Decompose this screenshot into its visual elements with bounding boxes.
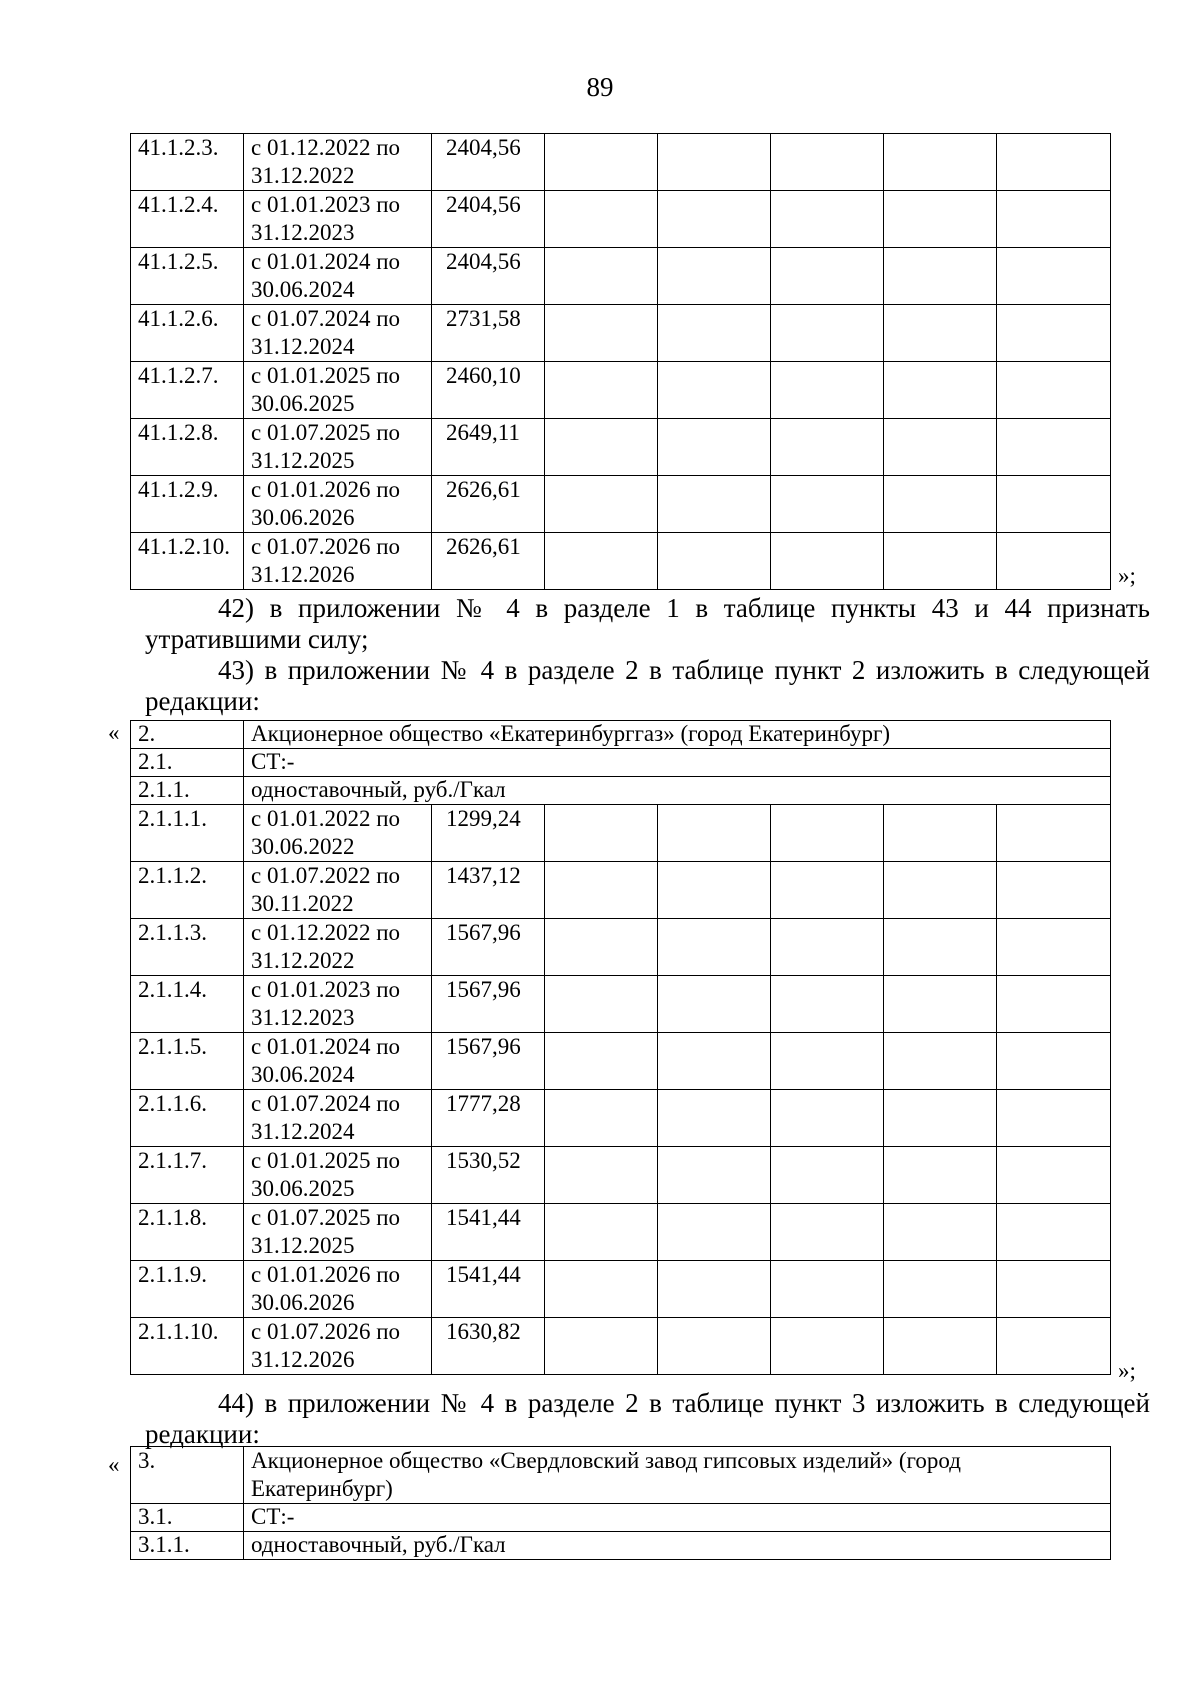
empty-cell xyxy=(997,533,1111,590)
table-row xyxy=(131,134,1111,191)
value-cell: 1530,52 xyxy=(432,1147,545,1204)
value-cell: 2626,61 xyxy=(432,476,545,533)
table-row xyxy=(131,1147,1111,1204)
empty-cell xyxy=(884,1318,997,1375)
item-number: 2.1.1.2. xyxy=(131,862,244,919)
table-row xyxy=(131,1318,1111,1375)
empty-cell xyxy=(771,419,884,476)
empty-cell xyxy=(997,1147,1111,1204)
empty-cell xyxy=(884,248,997,305)
value-cell: 1567,96 xyxy=(432,919,545,976)
empty-cell xyxy=(545,1204,658,1261)
empty-cell xyxy=(771,305,884,362)
value-cell: 1437,12 xyxy=(432,862,545,919)
empty-cell xyxy=(545,976,658,1033)
empty-cell xyxy=(771,976,884,1033)
empty-cell xyxy=(884,862,997,919)
period-cell: с 01.01.2026 по 30.06.2026 xyxy=(244,476,432,533)
empty-cell xyxy=(545,1261,658,1318)
empty-cell xyxy=(771,362,884,419)
empty-cell xyxy=(658,1261,771,1318)
empty-cell xyxy=(545,862,658,919)
empty-cell xyxy=(884,1147,997,1204)
empty-cell xyxy=(771,1261,884,1318)
tariff-type: одноставочный, руб./Гкал xyxy=(244,1532,1111,1560)
empty-cell xyxy=(997,305,1111,362)
closing-quote-mark: »; xyxy=(1118,1358,1136,1383)
item-number: 2.1.1. xyxy=(131,777,244,805)
empty-cell xyxy=(658,134,771,191)
table-row xyxy=(131,419,1111,476)
tariff-table-ekaterinburggaz xyxy=(130,720,1111,1375)
empty-cell xyxy=(884,134,997,191)
empty-cell xyxy=(545,476,658,533)
empty-cell xyxy=(997,362,1111,419)
table-row xyxy=(131,1090,1111,1147)
table-row xyxy=(131,248,1111,305)
period-cell: с 01.07.2024 по 31.12.2024 xyxy=(244,305,432,362)
table-subheader-row xyxy=(131,1532,1111,1560)
empty-cell xyxy=(997,1204,1111,1261)
table-row xyxy=(131,976,1111,1033)
empty-cell xyxy=(771,1147,884,1204)
empty-cell xyxy=(884,305,997,362)
period-cell: с 01.12.2022 по 31.12.2022 xyxy=(244,919,432,976)
paragraph-44-text: 44) в приложении № 4 в разделе 2 в таблице пункт 3 изложить в следующей редакции: xyxy=(145,1388,1150,1449)
value-cell: 2404,56 xyxy=(432,134,545,191)
value-cell: 1299,24 xyxy=(432,805,545,862)
page-number: 89 xyxy=(586,72,614,102)
empty-cell xyxy=(771,533,884,590)
empty-cell xyxy=(884,1261,997,1318)
empty-cell xyxy=(884,419,997,476)
table-row xyxy=(131,1204,1111,1261)
item-number: 2.1. xyxy=(131,749,244,777)
empty-cell xyxy=(658,533,771,590)
value-cell: 2460,10 xyxy=(432,362,545,419)
table-row xyxy=(131,1033,1111,1090)
table-subheader-row xyxy=(131,749,1111,777)
empty-cell xyxy=(658,419,771,476)
empty-cell xyxy=(997,1318,1111,1375)
empty-cell xyxy=(997,134,1111,191)
item-number: 41.1.2.4. xyxy=(131,191,244,248)
value-cell: 1630,82 xyxy=(432,1318,545,1375)
item-number: 3.1. xyxy=(131,1504,244,1532)
empty-cell xyxy=(771,1204,884,1261)
table-row xyxy=(131,919,1111,976)
empty-cell xyxy=(884,362,997,419)
item-number: 3. xyxy=(131,1447,244,1504)
period-cell: с 01.07.2025 по 31.12.2025 xyxy=(244,1204,432,1261)
empty-cell xyxy=(658,805,771,862)
empty-cell xyxy=(997,919,1111,976)
value-cell: 2404,56 xyxy=(432,191,545,248)
item-number: 41.1.2.6. xyxy=(131,305,244,362)
empty-cell xyxy=(545,134,658,191)
item-number: 41.1.2.7. xyxy=(131,362,244,419)
empty-cell xyxy=(658,476,771,533)
item-number: 41.1.2.8. xyxy=(131,419,244,476)
empty-cell xyxy=(771,134,884,191)
period-cell: с 01.01.2025 по 30.06.2025 xyxy=(244,362,432,419)
empty-cell xyxy=(658,305,771,362)
empty-cell xyxy=(545,419,658,476)
empty-cell xyxy=(545,248,658,305)
empty-cell xyxy=(884,1204,997,1261)
table-row xyxy=(131,1261,1111,1318)
table-row xyxy=(131,362,1111,419)
item-number: 2.1.1.5. xyxy=(131,1033,244,1090)
empty-cell xyxy=(771,862,884,919)
empty-cell xyxy=(884,1033,997,1090)
closing-quote-mark: »; xyxy=(1118,563,1136,588)
empty-cell xyxy=(997,191,1111,248)
empty-cell xyxy=(771,1318,884,1375)
table-row xyxy=(131,805,1111,862)
item-number: 2.1.1.8. xyxy=(131,1204,244,1261)
item-number: 41.1.2.5. xyxy=(131,248,244,305)
empty-cell xyxy=(997,1090,1111,1147)
item-number: 2.1.1.9. xyxy=(131,1261,244,1318)
empty-cell xyxy=(658,1090,771,1147)
empty-cell xyxy=(884,919,997,976)
item-number: 41.1.2.3. xyxy=(131,134,244,191)
empty-cell xyxy=(545,805,658,862)
empty-cell xyxy=(545,191,658,248)
empty-cell xyxy=(997,419,1111,476)
table-subheader-row xyxy=(131,777,1111,805)
value-cell: 2649,11 xyxy=(432,419,545,476)
item-number: 41.1.2.10. xyxy=(131,533,244,590)
item-number: 2.1.1.3. xyxy=(131,919,244,976)
empty-cell xyxy=(658,1033,771,1090)
opening-quote-mark: « xyxy=(108,720,120,745)
opening-quote-mark: « xyxy=(108,1452,120,1477)
paragraph-43-text: 43) в приложении № 4 в разделе 2 в таблице пункт 2 изложить в следующей редакции: xyxy=(145,655,1150,716)
period-cell: с 01.01.2022 по 30.06.2022 xyxy=(244,805,432,862)
empty-cell xyxy=(771,805,884,862)
empty-cell xyxy=(997,862,1111,919)
item-number: 2.1.1.10. xyxy=(131,1318,244,1375)
empty-cell xyxy=(545,533,658,590)
period-cell: с 01.07.2026 по 31.12.2026 xyxy=(244,1318,432,1375)
empty-cell xyxy=(771,1090,884,1147)
period-cell: с 01.01.2025 по 30.06.2025 xyxy=(244,1147,432,1204)
value-cell: 2626,61 xyxy=(432,533,545,590)
empty-cell xyxy=(997,976,1111,1033)
table-header-row xyxy=(131,721,1111,749)
empty-cell xyxy=(884,976,997,1033)
empty-cell xyxy=(545,1318,658,1375)
empty-cell xyxy=(771,248,884,305)
empty-cell xyxy=(545,1147,658,1204)
empty-cell xyxy=(997,1033,1111,1090)
item-number: 2. xyxy=(131,721,244,749)
table-row xyxy=(131,476,1111,533)
period-cell: с 01.01.2024 по 30.06.2024 xyxy=(244,1033,432,1090)
period-cell: с 01.01.2024 по 30.06.2024 xyxy=(244,248,432,305)
empty-cell xyxy=(658,862,771,919)
empty-cell xyxy=(545,919,658,976)
table-row xyxy=(131,533,1111,590)
organization-name: Акционерное общество «Свердловский завод гипсовых изделий» (город Екатеринбург) xyxy=(244,1447,1111,1504)
item-number: 2.1.1.4. xyxy=(131,976,244,1033)
empty-cell xyxy=(884,191,997,248)
empty-cell xyxy=(658,248,771,305)
value-cell: 1567,96 xyxy=(432,1033,545,1090)
value-cell: 1541,44 xyxy=(432,1204,545,1261)
table-header-row xyxy=(131,1447,1111,1504)
empty-cell xyxy=(545,1090,658,1147)
empty-cell xyxy=(997,476,1111,533)
empty-cell xyxy=(658,919,771,976)
paragraph-42 xyxy=(145,593,1150,655)
value-cell: 2731,58 xyxy=(432,305,545,362)
empty-cell xyxy=(771,476,884,533)
empty-cell xyxy=(658,1204,771,1261)
tariff-table-gypsum-plant xyxy=(130,1446,1111,1560)
empty-cell xyxy=(997,1261,1111,1318)
table-subheader-row xyxy=(131,1504,1111,1532)
value-cell: 1777,28 xyxy=(432,1090,545,1147)
empty-cell xyxy=(545,362,658,419)
table-row xyxy=(131,862,1111,919)
value-cell: 2404,56 xyxy=(432,248,545,305)
period-cell: с 01.01.2023 по 31.12.2023 xyxy=(244,976,432,1033)
empty-cell xyxy=(658,191,771,248)
paragraph-43 xyxy=(145,655,1150,717)
period-cell: с 01.07.2022 по 30.11.2022 xyxy=(244,862,432,919)
empty-cell xyxy=(658,976,771,1033)
tariff-type: одноставочный, руб./Гкал xyxy=(244,777,1111,805)
item-number: 41.1.2.9. xyxy=(131,476,244,533)
empty-cell xyxy=(658,1318,771,1375)
empty-cell xyxy=(997,248,1111,305)
table-row xyxy=(131,305,1111,362)
item-number: 2.1.1.6. xyxy=(131,1090,244,1147)
system-type: СТ:- xyxy=(244,749,1111,777)
empty-cell xyxy=(884,476,997,533)
period-cell: с 01.07.2026 по 31.12.2026 xyxy=(244,533,432,590)
system-type: СТ:- xyxy=(244,1504,1111,1532)
value-cell: 1541,44 xyxy=(432,1261,545,1318)
period-cell: с 01.07.2024 по 31.12.2024 xyxy=(244,1090,432,1147)
empty-cell xyxy=(545,1033,658,1090)
item-number: 3.1.1. xyxy=(131,1532,244,1560)
tariff-table-continuation xyxy=(130,133,1111,590)
paragraph-42-text: 42) в приложении № 4 в разделе 1 в таблице пункты 43 и 44 признать утратившими силу; xyxy=(145,593,1150,654)
empty-cell xyxy=(884,533,997,590)
empty-cell xyxy=(545,305,658,362)
period-cell: с 01.12.2022 по 31.12.2022 xyxy=(244,134,432,191)
organization-name: Акционерное общество «Екатеринбурггаз» (город Екатеринбург) xyxy=(244,721,1111,749)
table-row xyxy=(131,191,1111,248)
empty-cell xyxy=(771,919,884,976)
period-cell: с 01.07.2025 по 31.12.2025 xyxy=(244,419,432,476)
empty-cell xyxy=(771,191,884,248)
empty-cell xyxy=(884,805,997,862)
value-cell: 1567,96 xyxy=(432,976,545,1033)
period-cell: с 01.01.2023 по 31.12.2023 xyxy=(244,191,432,248)
paragraph-44 xyxy=(145,1388,1150,1450)
empty-cell xyxy=(771,1033,884,1090)
empty-cell xyxy=(997,805,1111,862)
empty-cell xyxy=(658,362,771,419)
item-number: 2.1.1.1. xyxy=(131,805,244,862)
empty-cell xyxy=(658,1147,771,1204)
period-cell: с 01.01.2026 по 30.06.2026 xyxy=(244,1261,432,1318)
item-number: 2.1.1.7. xyxy=(131,1147,244,1204)
empty-cell xyxy=(884,1090,997,1147)
